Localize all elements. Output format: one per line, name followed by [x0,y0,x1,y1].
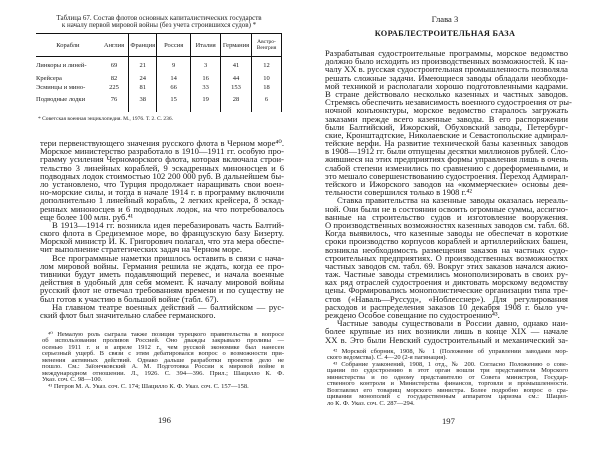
text-line: В стране действовало несколько казенных и частных заводов. [325,88,568,99]
text-line: более крупные из них возникли лишь в конце XIX — начале [325,326,568,337]
chapter-label: Глава 3 [431,14,459,24]
text-line: Разрабатывая судостроительные программы, морское ведомство [325,48,568,58]
table-header-cell: Корабли [36,34,100,57]
footnote-line: ло К. Ф. Указ. соч. С. 287—294. [327,399,415,407]
row-label: Эсминцы и мино- [36,83,86,91]
text-line: жившиеся на этих предприятиях формы управления лишь в очень [325,154,568,165]
text-line: но-морские силы, и тогда в начале 1914 г. в программу включили [40,187,284,198]
text-line: чит выполнение стратегических задач на Черном море. [40,244,243,255]
table-cell: 33 [191,82,221,92]
text-line: Стремясь обеспечить независимость военного судостроения от ры- [325,97,572,108]
text-line: таж. Частные заводы стремились монополизировать в своих ру- [325,269,568,280]
text-line: в 1908—1912 гг. были отпущены десятки миллионов рублей. Сло- [325,146,568,157]
text-line: Ставка правительства на казенные заводы оказалась нереаль- [337,195,568,206]
footnote-line: ⁴³ Собрание узаконений, 1908, 1 отд., № 200. Согласно Положению о сове- [333,360,568,368]
right-body-text [325,48,572,345]
right-footnotes [327,349,568,407]
footnote-line: пошло. См.: Заїончковский А. М. Подготовка России к мировой войне в [42,363,284,371]
table-cell: 82 [100,74,129,82]
text-line: В 1913—1914 гг. возникла идея перебазировать часть Балтий- [52,219,284,230]
footnote-line: министерства и по одному представителю от Совета министров, Государ- [327,373,568,381]
table-cell: 69 [100,57,129,75]
text-line: цены. Формировались монополистические организации типа тре- [325,285,568,296]
page-number: 197 [442,416,455,426]
text-line: расходов и распределения заказов 10 декабря 1908 г. было уч- [325,301,568,312]
footnote-line: осенью 1911 г. и в апреле 1912 г., чем русской экономике был нанесен [42,343,284,351]
table-cell: 9 [157,57,191,75]
footnote-line: ⁴¹ Петров М. А. Указ. соч. С. 174; Шацилло К. Ф. Указ. соч. С. 157—158. [48,382,249,390]
text-line: тивники будут иметь подавляющий перевес, и начала военные [40,269,284,279]
text-line: XX в. Это были Невский судостроительный и механический за- [325,334,568,345]
text-line: слабой степени изменились по сравнению с дореформенными, и [325,162,568,173]
table-header-cell: Россия [157,34,191,57]
table-cell: 153 [221,82,252,92]
text-line: заказами прежде всего казенные заводы. В его распоряжении [325,113,568,124]
table-header-cell: Германия [221,34,252,57]
footnote-line: ственного контроля и Министерства финансов, торговли и промышленности. [327,380,568,388]
table-cell: 76 [100,92,129,112]
right-page [300,0,600,452]
text-line: тери первенствующего значения русского флота в Черном море⁴⁰. [40,138,284,148]
text-line: На главном театре военных действий — балтийском — рус- [52,301,284,312]
text-line: должно было исходить из производственных возможностей. К на- [325,56,568,67]
text-line: ванные на строительство судов и изготовление вооружения. [325,211,568,222]
footnote-line: щании по судостроению в этот орган вошли три представителя Морского [327,367,568,375]
table-cell: 44 [221,74,252,82]
table-cell: 41 [221,57,252,75]
text-line: реждено Особое совещание по судостроению⁴³. [325,310,500,320]
text-line: строительных предприятиях. О производственных возможностях [325,252,568,263]
table-row [36,82,282,92]
table-cell: 19 [191,92,221,112]
text-line: ренных миноносцев и 6 подводных лодок, на что потребовалось [40,203,284,214]
page-number: 196 [158,415,171,425]
footnote-line: серьезный ущерб. В связи с этим дебатировался вопрос о возможности при- [42,350,284,358]
table-row [36,92,282,112]
table-caption-line: Таблица 67. Состав флотов основных капиталистических государств [56,14,262,22]
table-footnote: * Советская военная энциклопедия. М., 1976. Т. 2. С. 236. [38,116,174,122]
text-line: ках ряд отраслей судостроения и диктовать морскому ведомству [325,277,568,288]
table-cell: 18 [252,82,282,92]
table-cell: 6 [252,92,282,112]
footnote-line: ⁴² Морской сборник, 1908, № 1 (Положение об управлении заводами мор- [333,348,568,355]
left-body-text [40,139,284,319]
text-line: подводных лодок стоимостью 102 200 000 руб. В дальнейшем бы- [40,170,284,181]
table-caption [36,15,282,29]
footnote-line: щивании монополий с государственным аппаратом царизма см.: Шацил- [327,393,568,401]
chapter-title: КОРАБЛЕСТРОИТЕЛЬНАЯ БАЗА [374,29,516,38]
table-cell: 15 [157,92,191,112]
table-header-cell: Италия [191,34,221,57]
text-line: ной. Они были не в состоянии освоить огромные суммы, ассигно- [325,203,568,214]
text-line: О производственных возможностях казенных заводов см. табл. 68. [325,219,570,230]
footnote-line: Указ. соч. С. 98—100. [42,376,103,384]
table-cell: 21 [129,57,157,75]
footnote-line: ⁴⁰ Немалую роль сыграла также позиция турецкого правительства в вопросе [48,331,284,338]
text-line: чалу XX в. русская судостроительная промышленность позволяла [325,64,568,75]
table-cell: 14 [157,74,191,82]
text-line: тельности совершился только в 1908 г.⁴² [325,187,472,198]
table-header-cell: Англия [100,34,129,57]
footnote-line: об использовании проливов Россией. Оно дважды закрывало проливы — [42,337,284,345]
text-line: ского флота в Средиземное море, во французскую базу Бизерту. [40,228,284,239]
footnote-line: менения активных действий. Однако дальше разработки проектов дело не [42,356,284,364]
table-row [36,57,282,75]
text-line: Морское министерство разработало в 1910—1911 гг. особую про- [40,146,284,157]
text-line: грамму усиления Черноморского флота, которая включала строи- [40,154,284,165]
text-line: мой техникой и располагали хорошо подготовленными кадрами. [325,80,568,91]
text-line: действия в удобный для себя момент. К началу мировой войны [40,277,284,288]
text-line: тейского и Ижорского заводов на «коммерческие» основы дея- [325,179,568,189]
text-line: ночной конъюнктуры, морское ведомство старалось загружать [325,105,568,116]
text-line: тейские верфи. На развитие технической базы казенных заводов [325,138,568,149]
row-label: Подводные лодки [36,95,86,103]
text-line: Частные заводы существовали в России давно, однако наи- [337,318,568,329]
footnote-line: Возглавлял его товарищ морского министра. Более подробно вопрос о сра- [327,386,568,394]
table-cell: 24 [129,74,157,82]
text-line: дополнительно 1 линейный корабль, 2 легких крейсера, 8 эскад- [40,195,284,206]
text-line: были Балтийский, Ижорский, Обуховский заводы, Петербург- [325,121,568,132]
text-line: ские, Кронштадтские, Николаевские и Севастопольские адмирал- [325,129,568,140]
text-line: еще более 100 млн. руб.⁴¹ [40,211,134,222]
table-cell: 38 [129,92,157,112]
table-header-cell: Австро-Венгрия [252,34,282,57]
text-line: ло установлено, что Турция продолжает наращивать свои воен- [40,178,284,189]
text-line: сроки производство корпусов кораблей и артиллерийских башен, [325,236,568,247]
table-cell: 12 [252,57,282,75]
text-line: тельство 3 линейных кораблей, 9 эскадренных миноносцев и 6 [40,162,284,173]
table-cell: 28 [221,92,252,112]
text-line: лом мировой войны. Германия решила не ждать, когда ее про- [40,260,284,271]
row-label: Линкоры и линей- [36,62,87,69]
row-label: Крейсера [36,74,62,82]
text-line: Все программные наметки пришлось оставить в связи с нача- [52,252,284,263]
text-line: ский флот был значительно слабее германского. [40,309,216,320]
text-line: Когда выявилось, что казенные заводы не обеспечат в короткие [325,228,568,239]
table-cell: 81 [129,82,157,92]
table-cell: 66 [157,82,191,92]
text-line: возникла необходимость размещения заказов на частных судо- [325,244,568,255]
left-footnotes [42,332,284,390]
table-row [36,74,282,82]
text-line: частных заводов см. табл. 69. Вокруг этих заказов начался ажио- [325,260,568,271]
text-line: решать сложные задачи. Имеющиеся заводы обладали необходи- [325,72,568,83]
table-cell: 16 [191,74,221,82]
text-line: Морской министр И. К. Григорович полагал, что эта мера обеспе- [40,236,284,247]
footnote-line: международном отношении. Л., 1926. С. 394—396. Прил.; Шацилло К. Ф. [42,369,284,377]
table-cell: 3 [191,57,221,75]
text-line: был готов к участию в большой войне (табл. 67). [40,293,219,304]
table-cell: 10 [252,74,282,82]
table-header-cell: Франция [129,34,157,57]
table-cell: 225 [100,82,129,92]
footnote-line: ского ведомства). С. 4—20 (2-я пагинация). [327,354,447,362]
text-line: русский флот не отвечал требованиям времени и по существу не [40,285,284,296]
fleet-table [36,33,282,112]
table-caption-line: к началу первой мировой войны (без учета строившихся судов) * [61,21,257,29]
text-line: это мешало совершенствованию судостроения. Переход Адмирал- [325,170,569,181]
text-line: стов («Наваль—Руссуд», «Ноблесснер»). Для регулирования [325,293,568,304]
